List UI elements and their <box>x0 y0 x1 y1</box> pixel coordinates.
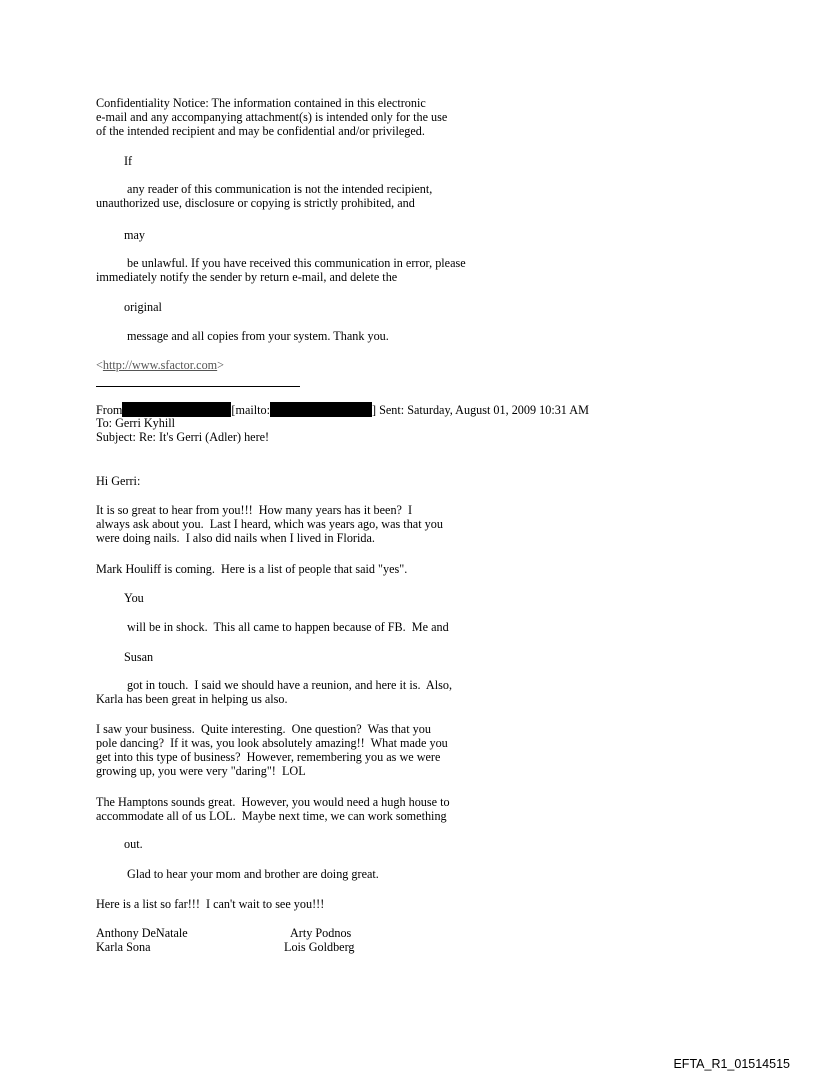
attendee-name: Lois Goldberg <box>284 940 355 954</box>
body-fragment: Karla has been great in helping us also. <box>96 692 288 706</box>
body-fragment: out. <box>124 837 143 851</box>
body-line: growing up, you were very "daring"! LOL <box>96 764 306 778</box>
notice-fragment: may <box>124 228 145 242</box>
greeting: Hi Gerri: <box>96 474 141 488</box>
notice-line: Confidentiality Notice: The information contained in this electronic <box>96 96 426 110</box>
notice-fragment: be unlawful. If you have received this communication in error, please <box>124 256 466 270</box>
website-link-line: <http://www.sfactor.com> <box>96 358 225 372</box>
to-line: To: Gerri Kyhill <box>96 416 176 430</box>
mailto-label: [mailto: <box>231 403 271 417</box>
body-fragment: You <box>124 591 144 605</box>
redaction-box <box>270 402 372 417</box>
from-line <box>96 402 589 417</box>
website-link[interactable]: http://www.sfactor.com <box>102 358 218 372</box>
body-line: It is so great to hear from you!!! How many years has it been? I <box>96 503 413 517</box>
separator-rule <box>96 386 300 387</box>
notice-fragment: immediately notify the sender by return e-mail, and delete the <box>96 270 398 284</box>
notice-fragment: If <box>124 154 133 168</box>
body-line: accommodate all of us LOL. Maybe next time, we can work something <box>96 809 447 823</box>
body-line: Here is a list so far!!! I can't wait to see you!!! <box>96 897 325 911</box>
body-line: The Hamptons sounds great. However, you would need a hugh house to <box>96 795 450 809</box>
body-fragment: Glad to hear your mom and brother are doing great. <box>124 867 379 881</box>
body-line: I saw your business. Quite interesting. One question? Was that you <box>96 722 431 736</box>
notice-fragment: any reader of this communication is not the intended recipient, <box>124 182 433 196</box>
body-fragment: got in touch. I said we should have a reunion, and here it is. Also, <box>124 678 452 692</box>
bates-stamp: EFTA_R1_01514515 <box>673 1057 790 1071</box>
body-fragment: will be in shock. This all came to happen because of FB. Me and <box>124 620 449 634</box>
notice-line: of the intended recipient and may be confidential and/or privileged. <box>96 124 425 138</box>
notice-fragment: message and all copies from your system. Thank you. <box>124 329 389 343</box>
body-line: pole dancing? If it was, you look absolutely amazing!! What made you <box>96 736 448 750</box>
notice-line: e-mail and any accompanying attachment(s) is intended only for the use <box>96 110 448 124</box>
attendee-name: Arty Podnos <box>290 926 352 940</box>
body-line: were doing nails. I also did nails when I lived in Florida. <box>96 531 375 545</box>
body-line: always ask about you. Last I heard, which was years ago, was that you <box>96 517 443 531</box>
subject-line: Subject: Re: It's Gerri (Adler) here! <box>96 430 270 444</box>
attendee-name: Anthony DeNatale <box>96 926 188 940</box>
body-line: get into this type of business? However, remembering you as we were <box>96 750 441 764</box>
body-fragment: Susan <box>124 650 154 664</box>
notice-fragment: unauthorized use, disclosure or copying is strictly prohibited, and <box>96 196 415 210</box>
redaction-box <box>122 402 231 417</box>
notice-fragment: original <box>124 300 162 314</box>
sent-line: ] Sent: Saturday, August 01, 2009 10:31 AM <box>372 403 589 417</box>
body-line: Mark Houliff is coming. Here is a list of people that said "yes". <box>96 562 408 576</box>
attendee-name: Karla Sona <box>96 940 151 954</box>
from-label: From <box>96 403 123 417</box>
